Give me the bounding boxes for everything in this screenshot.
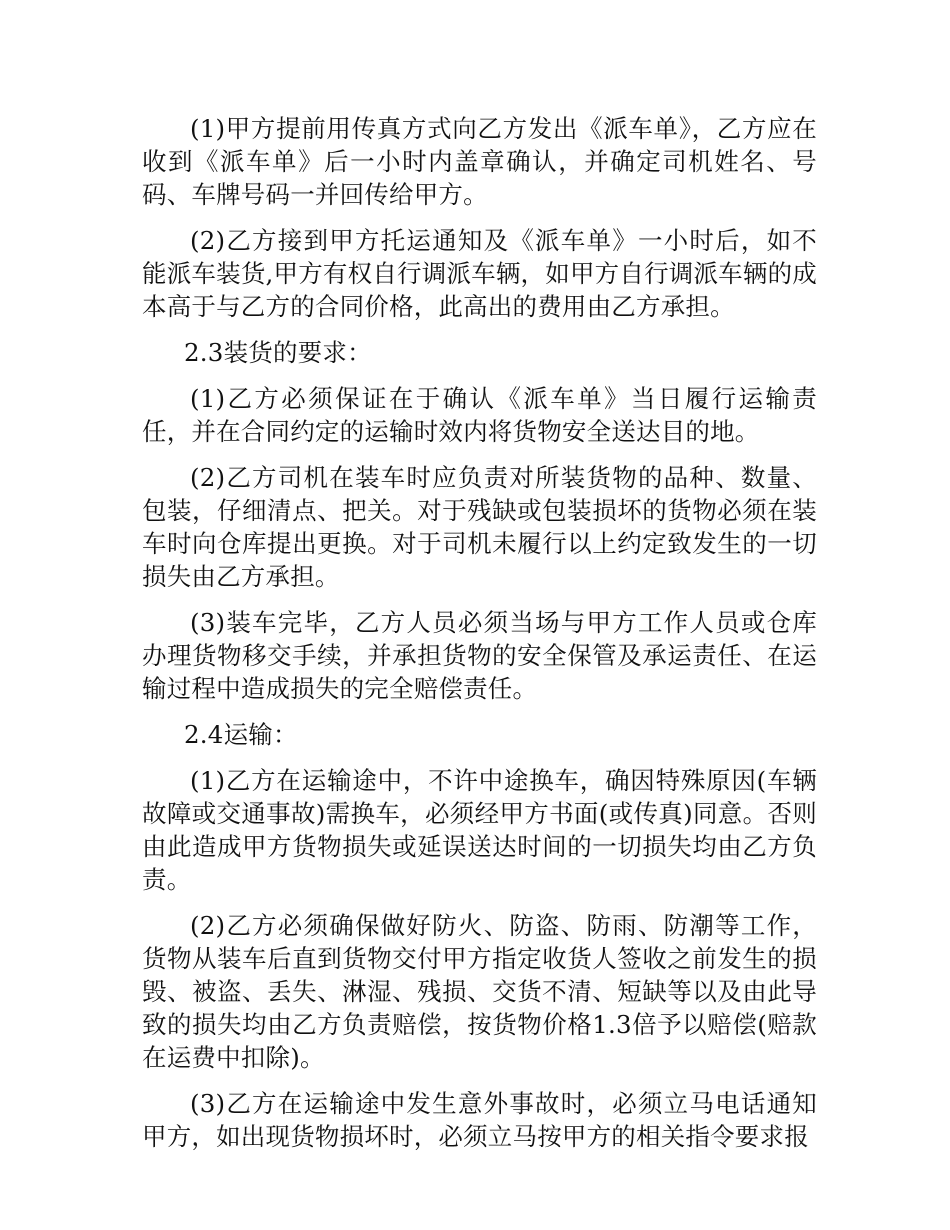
- paragraph-dispatch-delay: (2)乙方接到甲方托运通知及《派车单》一小时后，如不能派车装货,甲方有权自行调派车辆，如甲方自行调派车辆的成本高于与乙方的合同价格，此高出的费用由乙方承担。: [142, 226, 817, 321]
- section-heading-loading: 2.3装货的要求：: [184, 338, 372, 367]
- section-heading-transport: 2.4运输：: [184, 720, 298, 749]
- paragraph-dispatch-order: (1)甲方提前用传真方式向乙方发出《派车单》，乙方应在收到《派车单》后一小时内盖章确认，并确定司机姓名、号码、车牌号码一并回传给甲方。: [142, 114, 817, 209]
- paragraph-loading-1: (1)乙方必须保证在于确认《派车单》当日履行运输责任，并在合同约定的运输时效内将货物安全送达目的地。: [142, 384, 817, 446]
- paragraph-transport-3: (3)乙方在运输途中发生意外事故时，必须立马电话通知甲方，如出现货物损坏时，必须立马按甲方的相关指令要求报: [142, 1089, 817, 1151]
- paragraph-transport-2: (2)乙方必须确保做好防火、防盗、防雨、防潮等工作，货物从装车后直到货物交付甲方指定收货人签收之前发生的损毁、被盗、丢失、淋湿、残损、交货不清、短缺等以及由此导致的损失均由乙方负责赔偿，按货物价格1.3倍予以赔偿(赔款在运费中扣除)。: [142, 911, 817, 1072]
- paragraph-loading-3: (3)装车完毕，乙方人员必须当场与甲方工作人员或仓库办理货物移交手续，并承担货物的安全保管及承运责任、在运输过程中造成损失的完全赔偿责任。: [142, 608, 817, 703]
- paragraph-loading-2: (2)乙方司机在装车时应负责对所装货物的品种、数量、包装，仔细清点、把关。对于残缺或包装损坏的货物必须在装车时向仓库提出更换。对于司机未履行以上约定致发生的一切损失由乙方承担。: [142, 463, 817, 591]
- document-page: [142, 112, 817, 1166]
- paragraph-transport-1: (1)乙方在运输途中，不许中途换车，确因特殊原因(车辆故障或交通事故)需换车，必须经甲方书面(或传真)同意。否则由此造成甲方货物损失或延误送达时间的一切损失均由乙方负责。: [142, 766, 817, 894]
